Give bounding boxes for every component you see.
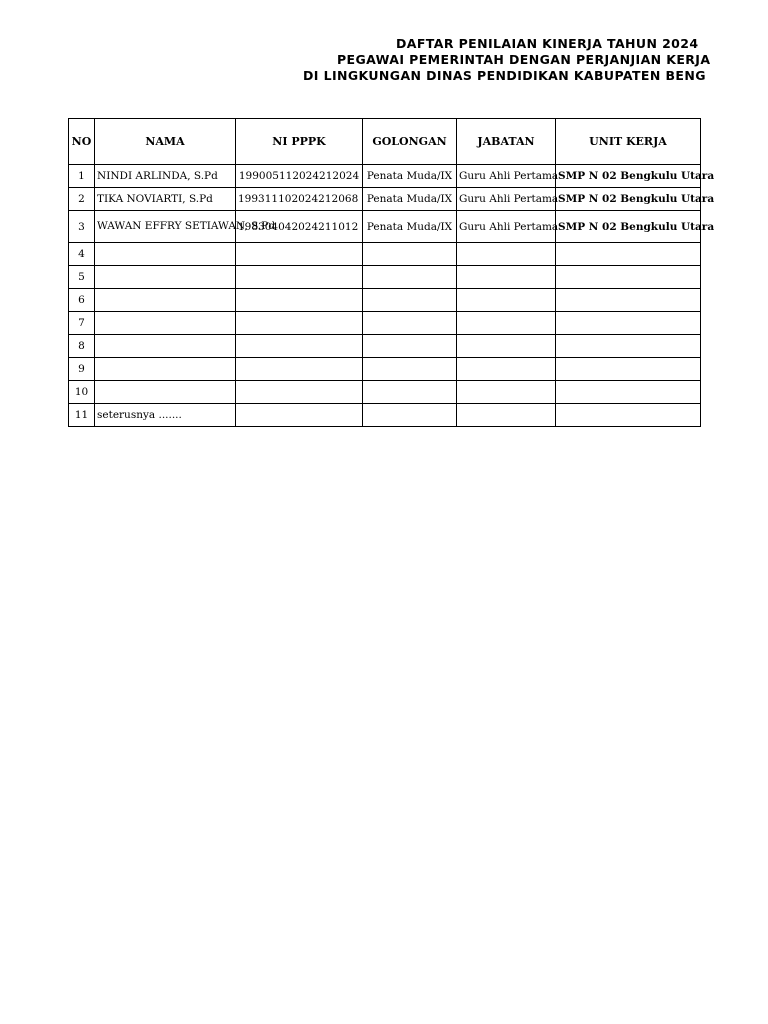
table-row — [69, 211, 701, 243]
cell-golongan — [363, 381, 457, 404]
cell-nama — [95, 312, 236, 335]
cell-no: 4 — [69, 243, 95, 266]
cell-nama — [95, 335, 236, 358]
cell-no: 2 — [69, 188, 95, 211]
cell-golongan — [363, 243, 457, 266]
table-row — [69, 335, 701, 358]
cell-nip — [236, 266, 363, 289]
cell-jabatan — [457, 243, 556, 266]
cell-unit-kerja — [556, 289, 701, 312]
cell-unit-kerja: SMP N 02 Bengkulu Utara — [556, 188, 701, 211]
title-line-2: PEGAWAI PEMERINTAH DENGAN PERJANJIAN KERJA — [337, 52, 711, 67]
cell-golongan — [363, 266, 457, 289]
table-row — [69, 312, 701, 335]
cell-no: 3 — [69, 211, 95, 243]
cell-golongan: Penata Muda/IX — [363, 165, 457, 188]
cell-no: 11 — [69, 404, 95, 427]
cell-nip — [236, 243, 363, 266]
column-header-jabatan: JABATAN — [457, 119, 556, 165]
cell-jabatan: Guru Ahli Pertama — [457, 211, 556, 243]
cell-jabatan — [457, 404, 556, 427]
table-row — [69, 289, 701, 312]
cell-jabatan: Guru Ahli Pertama — [457, 188, 556, 211]
table-row — [69, 188, 701, 211]
cell-no: 7 — [69, 312, 95, 335]
cell-unit-kerja — [556, 266, 701, 289]
column-header-ni-pppk: NI PPPK — [236, 119, 363, 165]
table-row — [69, 165, 701, 188]
cell-unit-kerja — [556, 381, 701, 404]
title-line-3: DI LINGKUNGAN DINAS PENDIDIKAN KABUPATEN BENG — [303, 68, 706, 83]
cell-nama: seterusnya ....... — [95, 404, 236, 427]
cell-nama — [95, 243, 236, 266]
cell-jabatan — [457, 358, 556, 381]
cell-jabatan — [457, 335, 556, 358]
cell-unit-kerja — [556, 335, 701, 358]
table-row — [69, 404, 701, 427]
cell-jabatan — [457, 381, 556, 404]
cell-golongan: Penata Muda/IX — [363, 211, 457, 243]
cell-nip — [236, 381, 363, 404]
cell-nip: 199005112024212024 — [236, 165, 363, 188]
cell-no: 9 — [69, 358, 95, 381]
cell-jabatan — [457, 312, 556, 335]
cell-no: 5 — [69, 266, 95, 289]
cell-no: 10 — [69, 381, 95, 404]
cell-unit-kerja — [556, 312, 701, 335]
cell-golongan — [363, 312, 457, 335]
cell-golongan: Penata Muda/IX — [363, 188, 457, 211]
cell-nama — [95, 266, 236, 289]
cell-nip — [236, 312, 363, 335]
table-row — [69, 266, 701, 289]
cell-nip — [236, 289, 363, 312]
cell-nip — [236, 358, 363, 381]
table-row — [69, 381, 701, 404]
cell-unit-kerja: SMP N 02 Bengkulu Utara — [556, 211, 701, 243]
cell-nip: 198304042024211012 — [236, 211, 363, 243]
cell-golongan — [363, 289, 457, 312]
cell-nama — [95, 381, 236, 404]
cell-unit-kerja — [556, 404, 701, 427]
table-row — [69, 243, 701, 266]
cell-nip: 199311102024212068 — [236, 188, 363, 211]
cell-unit-kerja: SMP N 02 Bengkulu Utara — [556, 165, 701, 188]
cell-unit-kerja — [556, 243, 701, 266]
title-line-1: DAFTAR PENILAIAN KINERJA TAHUN 2024 — [396, 36, 699, 51]
table-row — [69, 358, 701, 381]
cell-golongan — [363, 404, 457, 427]
cell-jabatan — [457, 266, 556, 289]
cell-nama — [95, 358, 236, 381]
column-header-nama: NAMA — [95, 119, 236, 165]
cell-nama: NINDI ARLINDA, S.Pd — [95, 165, 236, 188]
cell-nip — [236, 404, 363, 427]
cell-unit-kerja — [556, 358, 701, 381]
cell-nama — [95, 289, 236, 312]
cell-golongan — [363, 358, 457, 381]
document-title — [0, 36, 711, 88]
assessment-table — [68, 118, 715, 427]
cell-nip — [236, 335, 363, 358]
cell-no: 8 — [69, 335, 95, 358]
table-header-row — [69, 119, 701, 165]
column-header-no: NO — [69, 119, 95, 165]
cell-golongan — [363, 335, 457, 358]
cell-nama: WAWAN EFFRY SETIAWAN, S.Pd — [95, 211, 236, 243]
cell-nama: TIKA NOVIARTI, S.Pd — [95, 188, 236, 211]
cell-jabatan: Guru Ahli Pertama — [457, 165, 556, 188]
column-header-golongan: GOLONGAN — [363, 119, 457, 165]
cell-no: 6 — [69, 289, 95, 312]
cell-jabatan — [457, 289, 556, 312]
column-header-unit-kerja: UNIT KERJA — [556, 119, 701, 165]
cell-no: 1 — [69, 165, 95, 188]
